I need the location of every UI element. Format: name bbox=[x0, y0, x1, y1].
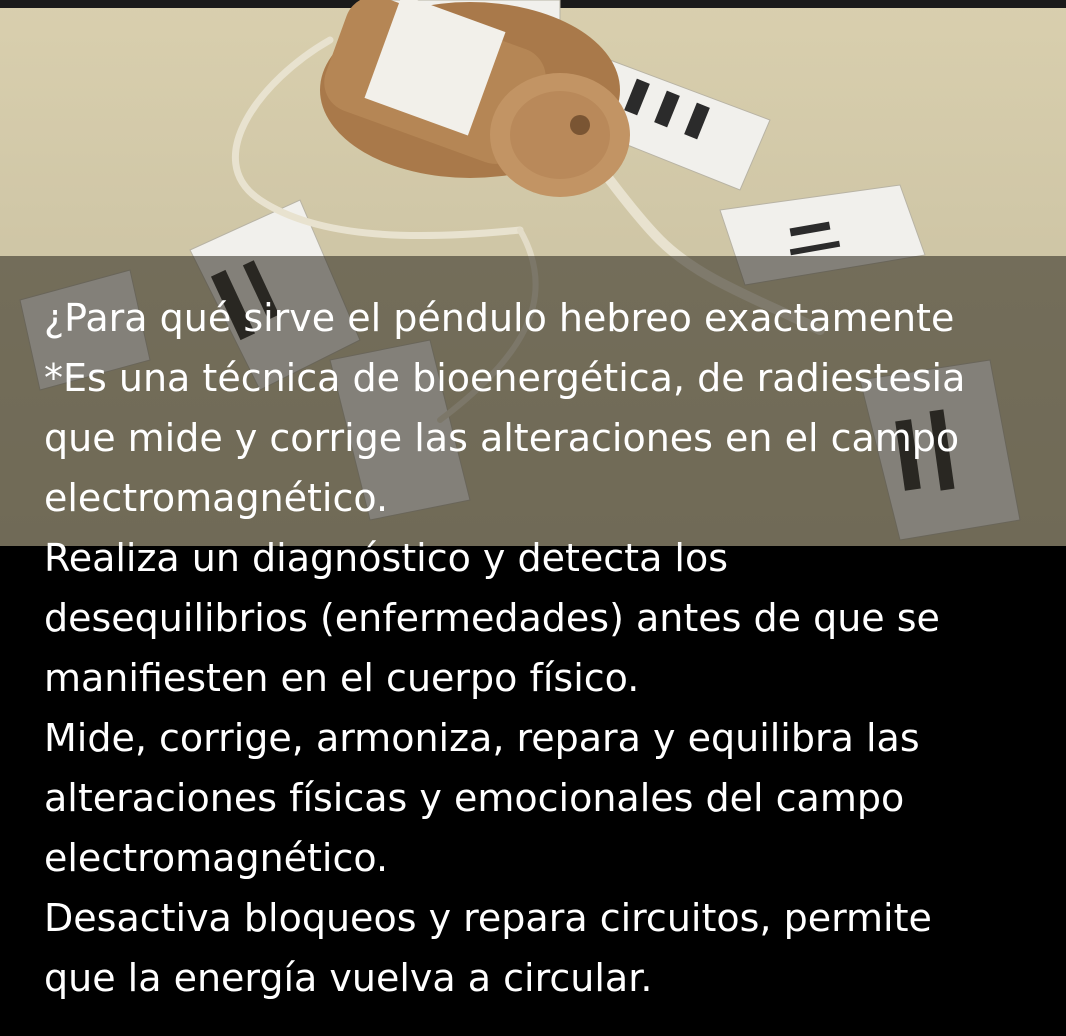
text-line: que la energía vuelva a circular. bbox=[44, 956, 653, 1000]
text-line: Realiza un diagnóstico y detecta los bbox=[44, 536, 729, 580]
post-text bbox=[44, 288, 1054, 1008]
text-line: que mide y corrige las alteraciones en el campo bbox=[44, 416, 960, 460]
text-line: alteraciones físicas y emocionales del campo bbox=[44, 776, 905, 820]
text-line: *Es una técnica de bioenergética, de radiestesia bbox=[44, 356, 966, 400]
text-line: electromagnético. bbox=[44, 476, 389, 520]
text-line: manifiesten en el cuerpo físico. bbox=[44, 656, 640, 700]
text-line: desequilibrios (enfermedades) antes de que se bbox=[44, 596, 940, 640]
text-line: electromagnético. bbox=[44, 836, 389, 880]
text-line: ¿Para qué sirve el péndulo hebreo exactamente bbox=[44, 296, 955, 340]
text-line: Desactiva bloqueos y repara circuitos, permite bbox=[44, 896, 932, 940]
text-line: Mide, corrige, armoniza, repara y equilibra las bbox=[44, 716, 920, 760]
